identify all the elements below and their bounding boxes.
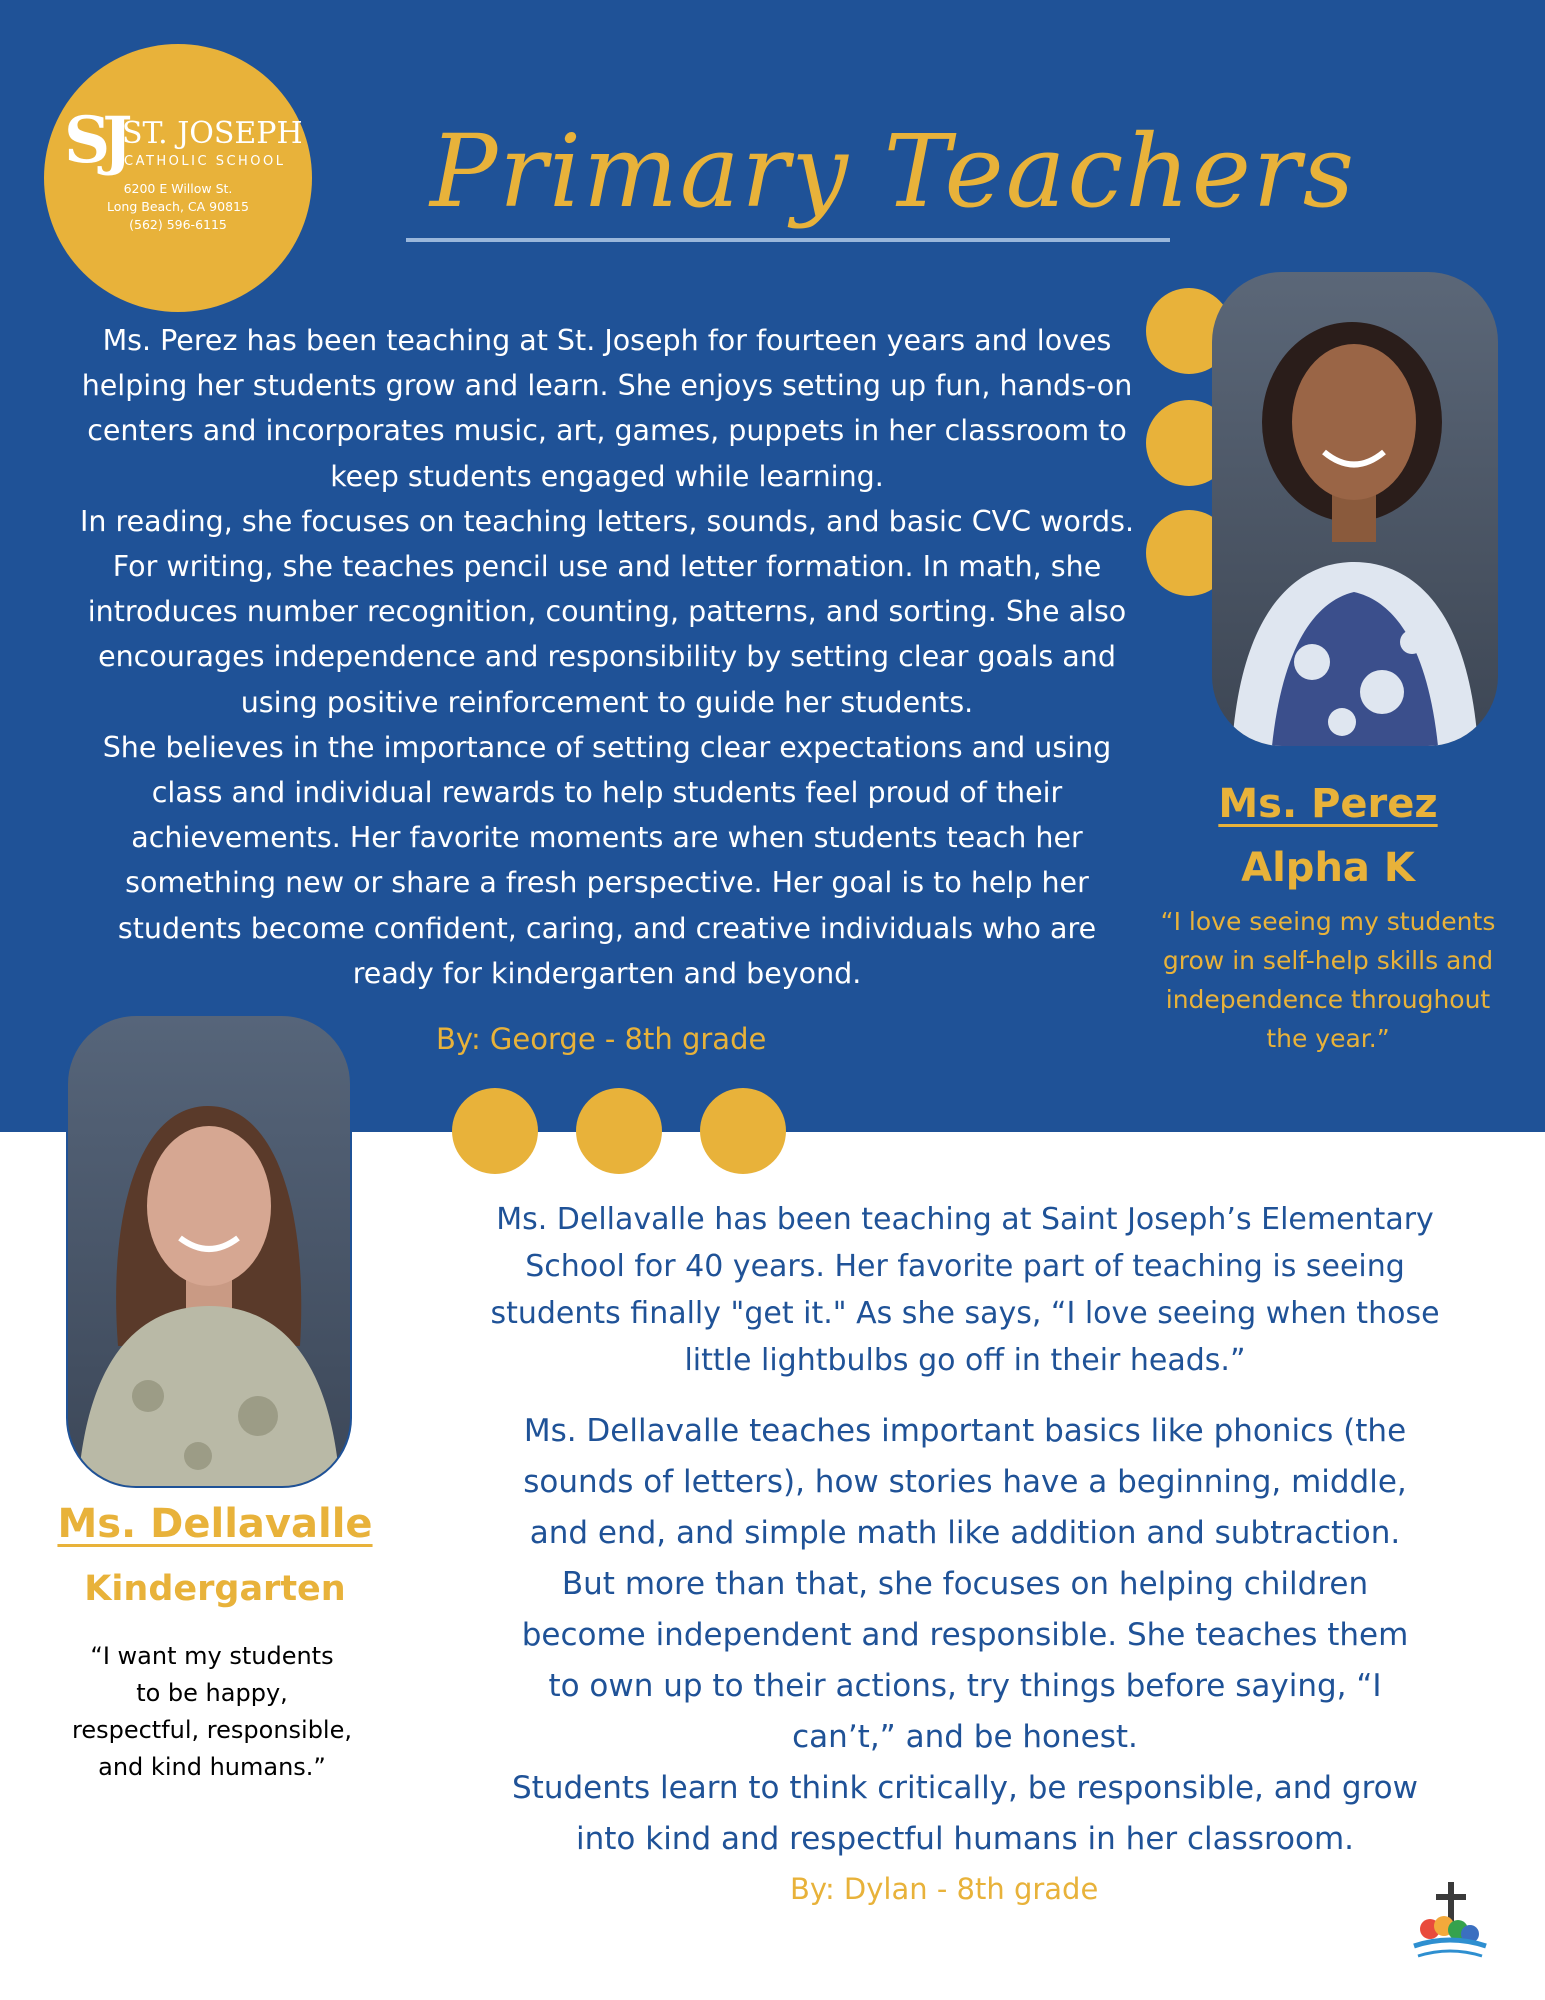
school-phone: (562) 596-6115 bbox=[129, 217, 227, 232]
address-city: Long Beach, CA 90815 bbox=[107, 199, 249, 214]
quote-line: independence throughout bbox=[1165, 985, 1491, 1014]
dellavalle-bio-main bbox=[440, 1406, 1490, 1865]
quote-line: and kind humans.” bbox=[98, 1753, 326, 1781]
dellavalle-bio-intro bbox=[440, 1196, 1490, 1384]
jubilee-pilgrims-of-hope-logo bbox=[1400, 1874, 1500, 1974]
bio-line: can’t,” and be honest. bbox=[792, 1719, 1138, 1755]
decor-dot bbox=[452, 1088, 538, 1174]
quote-line: grow in self-help skills and bbox=[1162, 946, 1494, 975]
address-street: 6200 E Willow St. bbox=[123, 181, 233, 196]
bio-line: students finally "get it." As she says, “I love seeing when those bbox=[490, 1296, 1440, 1331]
bio-line: Students learn to think critically, be responsible, and grow bbox=[511, 1770, 1418, 1806]
bio-line: and end, and simple math like addition and subtraction. bbox=[529, 1515, 1401, 1551]
bio-line: encourages independence and responsibility by setting clear goals and bbox=[98, 640, 1116, 674]
school-logo bbox=[44, 44, 312, 312]
bio-line: little lightbulbs go off in their heads.” bbox=[684, 1343, 1246, 1378]
bio-line: using positive reinforcement to guide her students. bbox=[240, 685, 974, 719]
bio-line: sounds of letters), how stories have a beginning, middle, bbox=[523, 1464, 1407, 1500]
perez-photo bbox=[1212, 272, 1498, 746]
bio-line: introduces number recognition, counting, patterns, and sorting. She also bbox=[87, 595, 1127, 629]
bio-line: In reading, she focuses on teaching letters, sounds, and basic CVC words. bbox=[79, 504, 1135, 538]
perez-grade: Alpha K bbox=[1241, 845, 1415, 891]
bio-line: ready for kindergarten and beyond. bbox=[352, 956, 862, 990]
perez-name: Ms. Perez bbox=[1218, 781, 1438, 827]
bio-line: become independent and responsible. She teaches them bbox=[521, 1617, 1409, 1653]
bio-line: helping her students grow and learn. She enjoys setting up fun, hands-on bbox=[81, 369, 1133, 403]
jubilee-emblem-icon bbox=[1400, 1874, 1500, 1974]
bio-line: Ms. Dellavalle has been teaching at Saint Joseph’s Elementary bbox=[496, 1202, 1434, 1237]
quote-line: to be happy, bbox=[136, 1679, 288, 1707]
bio-line: For writing, she teaches pencil use and letter formation. In math, she bbox=[112, 550, 1102, 584]
decor-dot bbox=[700, 1088, 786, 1174]
bio-line: something new or share a fresh perspective. Her goal is to help her bbox=[125, 866, 1089, 900]
bio-line: students become confident, caring, and creative individuals who are bbox=[117, 911, 1097, 945]
bio-line: Ms. Perez has been teaching at St. Joseph for fourteen years and loves bbox=[102, 324, 1112, 357]
page-title: Primary Teachers bbox=[430, 113, 1357, 230]
bio-line: achievements. Her favorite moments are when students teach her bbox=[131, 821, 1083, 855]
decor-dot bbox=[576, 1088, 662, 1174]
bio-line: keep students engaged while learning. bbox=[330, 459, 884, 493]
school-address bbox=[44, 180, 312, 234]
bio-line: But more than that, she focuses on helping children bbox=[561, 1566, 1369, 1602]
dellavalle-grade: Kindergarten bbox=[84, 1569, 346, 1609]
perez-quote bbox=[1148, 902, 1508, 1058]
school-name: ST. JOSEPH bbox=[122, 116, 303, 151]
dellavalle-name: Ms. Dellavalle bbox=[57, 1501, 373, 1547]
bio-line: Ms. Dellavalle teaches important basics like phonics (the bbox=[523, 1413, 1407, 1449]
bio-line: into kind and respectful humans in her classroom. bbox=[576, 1821, 1354, 1857]
dellavalle-byline: By: Dylan - 8th grade bbox=[790, 1872, 1099, 1906]
bio-line: She believes in the importance of setting clear expectations and using bbox=[102, 730, 1112, 764]
dellavalle-portrait-illustration bbox=[68, 1016, 350, 1486]
perez-bio bbox=[52, 318, 1162, 996]
school-type: CATHOLIC SCHOOL bbox=[124, 154, 286, 169]
perez-byline: By: George - 8th grade bbox=[436, 1022, 767, 1056]
quote-line: “I love seeing my students bbox=[1160, 907, 1496, 936]
quote-line: respectful, responsible, bbox=[71, 1716, 352, 1744]
perez-portrait-illustration bbox=[1212, 272, 1498, 746]
quote-line: “I want my students bbox=[90, 1642, 334, 1670]
bio-line: class and individual rewards to help students feel proud of their bbox=[151, 776, 1063, 810]
bio-line: centers and incorporates music, art, games, puppets in her classroom to bbox=[87, 414, 1127, 448]
sj-monogram: SJ bbox=[64, 103, 125, 178]
bio-line: to own up to their actions, try things before saying, “I bbox=[548, 1668, 1382, 1704]
dellavalle-quote bbox=[44, 1638, 380, 1786]
quote-line: the year.” bbox=[1266, 1024, 1390, 1053]
dellavalle-photo bbox=[66, 1014, 352, 1488]
bio-line: School for 40 years. Her favorite part of teaching is seeing bbox=[525, 1249, 1405, 1284]
title-underline bbox=[406, 238, 1170, 242]
